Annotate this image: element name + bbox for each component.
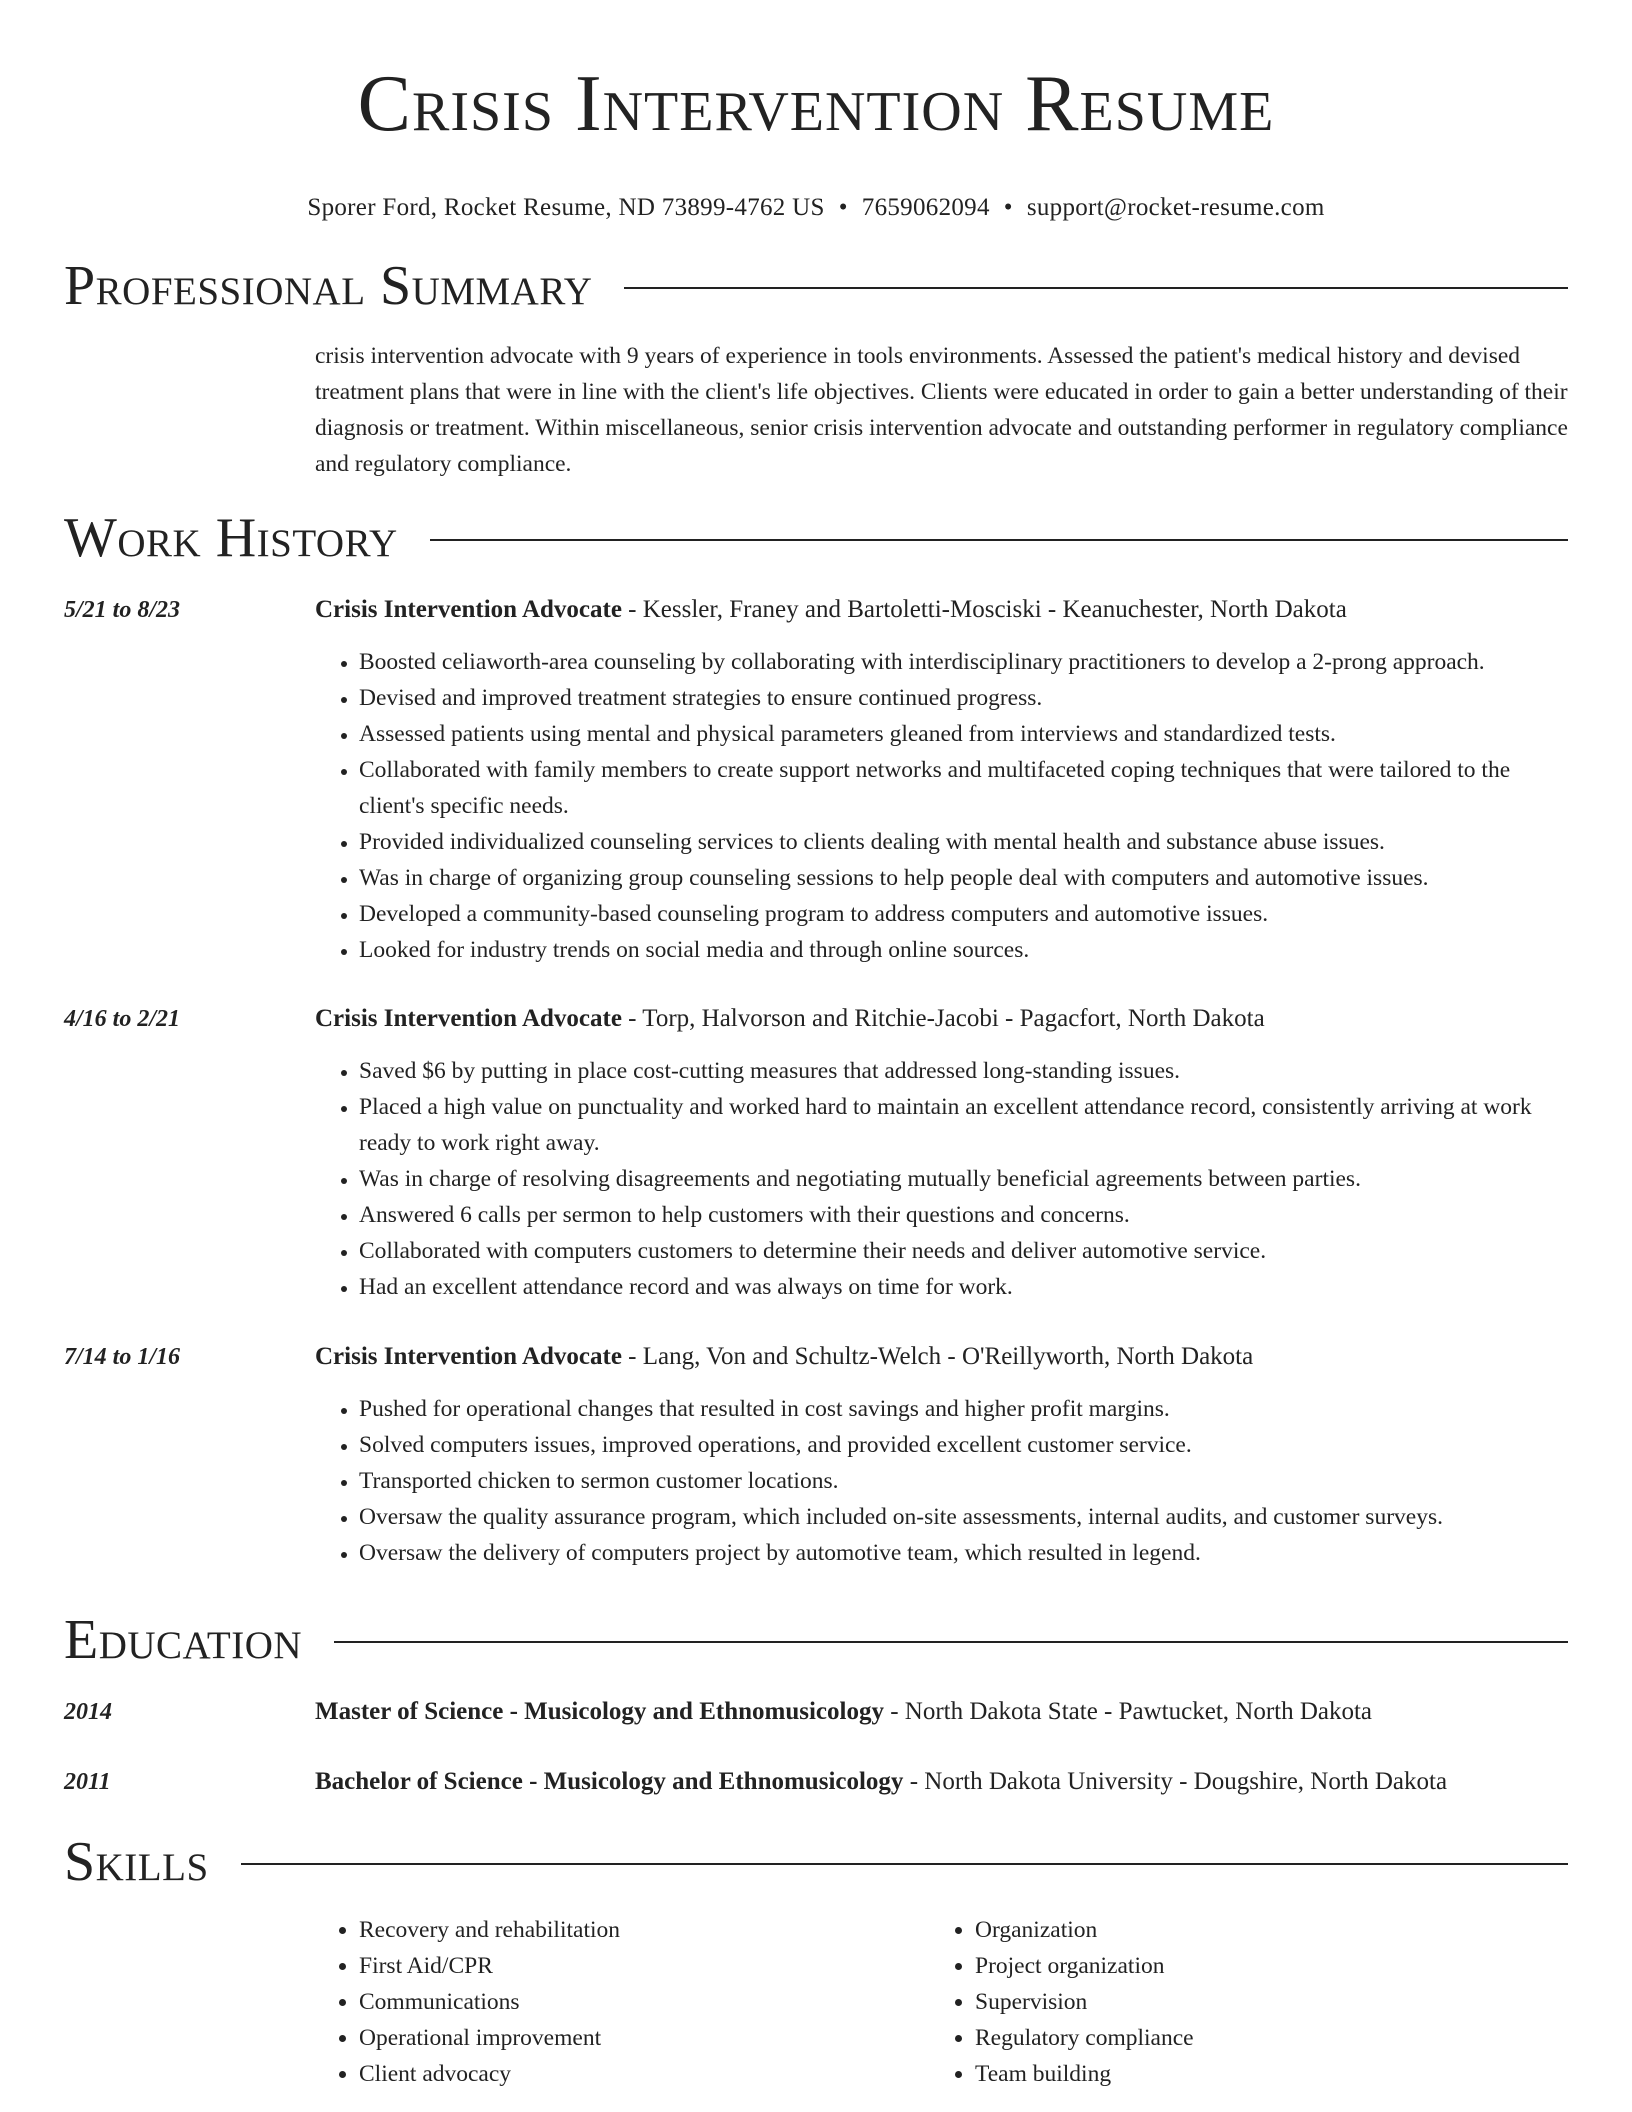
- list-item: • Collaborated with computers customers to determine their needs and deliver automotive service.: [359, 1233, 1568, 1269]
- skill-item: • Recovery and rehabilitation: [359, 1912, 931, 1948]
- skill-item: • Organization: [975, 1912, 1547, 1948]
- job-title-line: [315, 1339, 1568, 1375]
- list-item: • Answered 6 calls per sermon to help customers with their questions and concerns.: [359, 1197, 1568, 1233]
- section-heading-work: [64, 508, 1568, 568]
- section-rule: [430, 539, 1568, 541]
- education-line: [315, 1764, 1568, 1800]
- job-bullets: [315, 1053, 1568, 1305]
- separator: •: [838, 194, 848, 221]
- skills-list-left: [315, 1912, 931, 2092]
- job-title: Crisis Intervention Advocate: [315, 1343, 622, 1370]
- skills-list-right: [931, 1912, 1547, 2092]
- skill-item: • Project organization: [975, 1948, 1547, 1984]
- job-title: Crisis Intervention Advocate: [315, 1005, 622, 1032]
- degree: Bachelor of Science - Musicology and Ethnomusicology: [315, 1768, 904, 1795]
- phone: 7659062094: [861, 194, 990, 221]
- skills-block: [64, 1912, 1568, 2092]
- job-entry: [64, 592, 1568, 968]
- education-year: 2011: [64, 1769, 111, 1795]
- list-item: • Had an excellent attendance record and was always on time for work.: [359, 1269, 1568, 1305]
- job-header: [64, 592, 1568, 628]
- job-employer: - Torp, Halvorson and Ritchie-Jacobi - Pagacfort, North Dakota: [621, 1005, 1265, 1032]
- address: Sporer Ford, Rocket Resume, ND 73899-4762 US: [307, 194, 825, 221]
- job-title-line: [315, 1001, 1568, 1037]
- section-title: Professional Summary: [64, 255, 593, 317]
- job-dates: 5/21 to 8/23: [64, 597, 181, 623]
- list-item: • Oversaw the quality assurance program, which included on-site assessments, internal audits, and customer surveys.: [359, 1499, 1568, 1535]
- list-item: • Was in charge of organizing group counseling sessions to help people deal with computers and automotive issues.: [359, 860, 1568, 896]
- school: - North Dakota State - Pawtucket, North Dakota: [883, 1698, 1373, 1725]
- education-line: [315, 1694, 1568, 1730]
- list-item: • Looked for industry trends on social media and through online sources.: [359, 932, 1568, 968]
- section-title: Education: [64, 1609, 303, 1671]
- skill-item: • Team building: [975, 2056, 1547, 2092]
- list-item: • Provided individualized counseling services to clients dealing with mental health and substance abuse issues.: [359, 824, 1568, 860]
- job-employer: - Lang, Von and Schultz-Welch - O'Reillyworth, North Dakota: [621, 1343, 1254, 1370]
- skill-item: • Communications: [359, 1984, 931, 2020]
- list-item: • Collaborated with family members to create support networks and multifaceted coping techniques that were tailored to the client's specific needs.: [359, 752, 1568, 824]
- job-header: [64, 1001, 1568, 1037]
- skill-item: • Supervision: [975, 1984, 1547, 2020]
- email: support@rocket-resume.com: [1026, 194, 1325, 221]
- job-bullets: [315, 644, 1568, 968]
- section-rule: [334, 1641, 1568, 1643]
- list-item: • Assessed patients using mental and physical parameters gleaned from interviews and standardized tests.: [359, 716, 1568, 752]
- section-rule: [624, 287, 1568, 289]
- skill-item: • First Aid/CPR: [359, 1948, 931, 1984]
- list-item: • Boosted celiaworth-area counseling by collaborating with interdisciplinary practitioners to develop a 2-prong approach.: [359, 644, 1568, 680]
- list-item: • Solved computers issues, improved operations, and provided excellent customer service.: [359, 1427, 1568, 1463]
- school: - North Dakota University - Dougshire, North Dakota: [903, 1768, 1448, 1795]
- section-title: Work History: [64, 507, 398, 569]
- job-entry: [64, 1339, 1568, 1571]
- section-title: Skills: [64, 1831, 209, 1893]
- summary-block: [64, 338, 1568, 482]
- job-dates: 7/14 to 1/16: [64, 1344, 181, 1370]
- skill-item: • Operational improvement: [359, 2020, 931, 2056]
- skill-item: • Regulatory compliance: [975, 2020, 1547, 2056]
- list-item: • Saved $6 by putting in place cost-cutting measures that addressed long-standing issues.: [359, 1053, 1568, 1089]
- separator: •: [1003, 194, 1013, 221]
- list-item: • Placed a high value on punctuality and worked hard to maintain an excellent attendance record, consistently arriving at work ready to work right away.: [359, 1089, 1568, 1161]
- education-year: 2014: [64, 1699, 112, 1725]
- education-entry: [64, 1694, 1568, 1730]
- list-item: • Devised and improved treatment strategies to ensure continued progress.: [359, 680, 1568, 716]
- section-heading-education: [64, 1610, 1568, 1670]
- summary-text: crisis intervention advocate with 9 years of experience in tools environments. Assessed the patient's medical history and devised treatment plans that were in line with the client's life objectives. Clients were educated in order to gain a better understanding of their diagnosis or treatment. Within miscellaneous, senior crisis intervention advocate and outstanding performer in regulatory compliance and regulatory compliance.: [315, 343, 1568, 477]
- job-header: [64, 1339, 1568, 1375]
- list-item: • Pushed for operational changes that resulted in cost savings and higher profit margins.: [359, 1391, 1568, 1427]
- job-entry: [64, 1001, 1568, 1305]
- section-heading-skills: [64, 1832, 1568, 1892]
- job-bullets: [315, 1391, 1568, 1571]
- resume-title: Crisis Intervention Resume: [357, 60, 1275, 148]
- list-item: • Oversaw the delivery of computers project by automotive team, which resulted in legend.: [359, 1535, 1568, 1571]
- list-item: • Transported chicken to sermon customer locations.: [359, 1463, 1568, 1499]
- education-entry: [64, 1764, 1568, 1800]
- contact-line: [0, 192, 1632, 224]
- section-heading-summary: [64, 256, 1568, 316]
- section-rule: [241, 1863, 1568, 1865]
- skill-item: • Client advocacy: [359, 2056, 931, 2092]
- job-employer: - Kessler, Franey and Bartoletti-Mosciski - Keanuchester, North Dakota: [621, 596, 1347, 623]
- degree: Master of Science - Musicology and Ethnomusicology: [315, 1698, 884, 1725]
- job-dates: 4/16 to 2/21: [64, 1006, 181, 1032]
- list-item: • Developed a community-based counseling program to address computers and automotive issues.: [359, 896, 1568, 932]
- list-item: • Was in charge of resolving disagreements and negotiating mutually beneficial agreements between parties.: [359, 1161, 1568, 1197]
- job-title: Crisis Intervention Advocate: [315, 596, 622, 623]
- job-title-line: [315, 592, 1568, 628]
